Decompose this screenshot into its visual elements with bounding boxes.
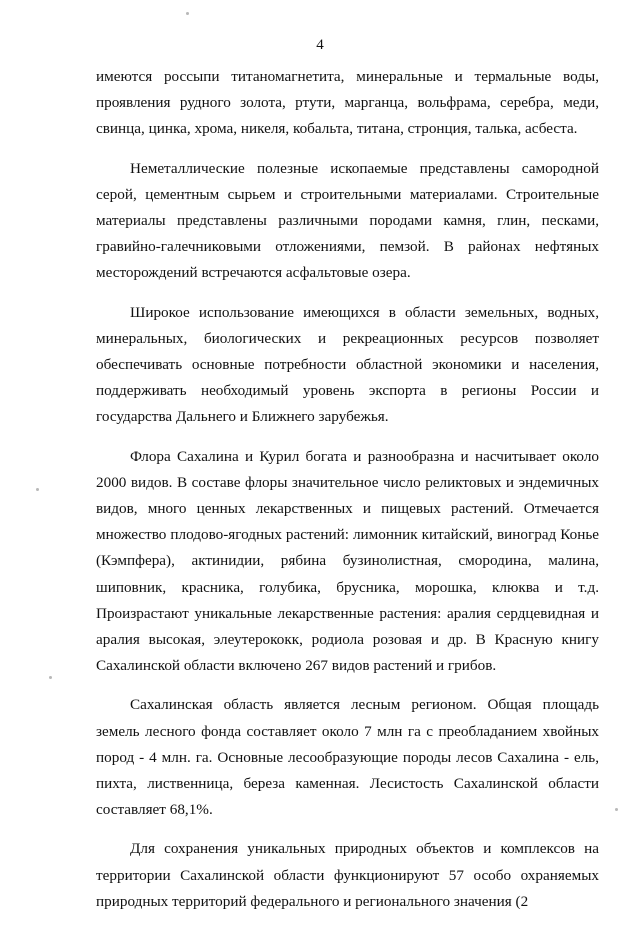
- paragraph-resource-use: Широкое использование имеющихся в области земельных, водных, минеральных, биологических и рекреационных ресурсов позволяет обеспечивать основные потребности областной экономики и населения, поддерживать необходимый уровень экспорта в регионы России и государства Дальнего и Ближнего зарубежья.: [96, 303, 599, 426]
- scan-speck: [615, 808, 618, 811]
- scan-speck: [186, 12, 189, 15]
- paragraph-nonmetallic-resources: Неметаллические полезные ископаемые представлены самородной серой, цементным сырьем и строительными материалами. Строительные материалы представлены различными породами камня, глин, песками, гравийно-галечниковыми отложениями, пемзой. В районах нефтяных месторождений встречаются асфальтовые озера.: [96, 159, 599, 282]
- paragraph-protected-areas: Для сохранения уникальных природных объектов и комплексов на территории Сахалинской области функционируют 57 особо охраняемых природных территорий федерального и регионального значения (2: [96, 840, 599, 910]
- paragraph-flora: Флора Сахалина и Курил богата и разнообразна и насчитывает около 2000 видов. В составе флоры значительное число реликтовых и эндемичных видов, много ценных лекарственных и пищевых растений. Отмечается множество плодово-ягодных растений: лимонник китайский, виноград Конье (Кэмпфера), актинидии, рябина бузинолистная, смородина, малина, шиповник, красника, голубика, брусника, морошка, клюква и т.д. Произрастают уникальные лекарственные растения: аралия сердцевидная и аралия высокая, элеутерококк, родиола розовая и др. В Красную книгу Сахалинской области включено 267 видов растений и грибов.: [96, 447, 599, 675]
- scan-speck: [36, 488, 39, 491]
- paragraph-forests: Сахалинская область является лесным регионом. Общая площадь земель лесного фонда составляет около 7 млн га с преобладанием хвойных пород - 4 млн. га. Основные лесообразующие породы лесов Сахалина - ель, пихта, лиственница, береза каменная. Лесистость Сахалинской области составляет 68,1%.: [96, 696, 599, 819]
- paragraph-minerals-continued: имеются россыпи титаномагнетита, минеральные и термальные воды, проявления рудного золота, ртути, марганца, вольфрама, серебра, меди, свинца, цинка, хрома, никеля, кобальта, титана, стронция, талька, асбеста.: [96, 68, 599, 138]
- document-body: [96, 64, 599, 928]
- scan-speck: [49, 676, 52, 679]
- page-number: 4: [316, 37, 324, 53]
